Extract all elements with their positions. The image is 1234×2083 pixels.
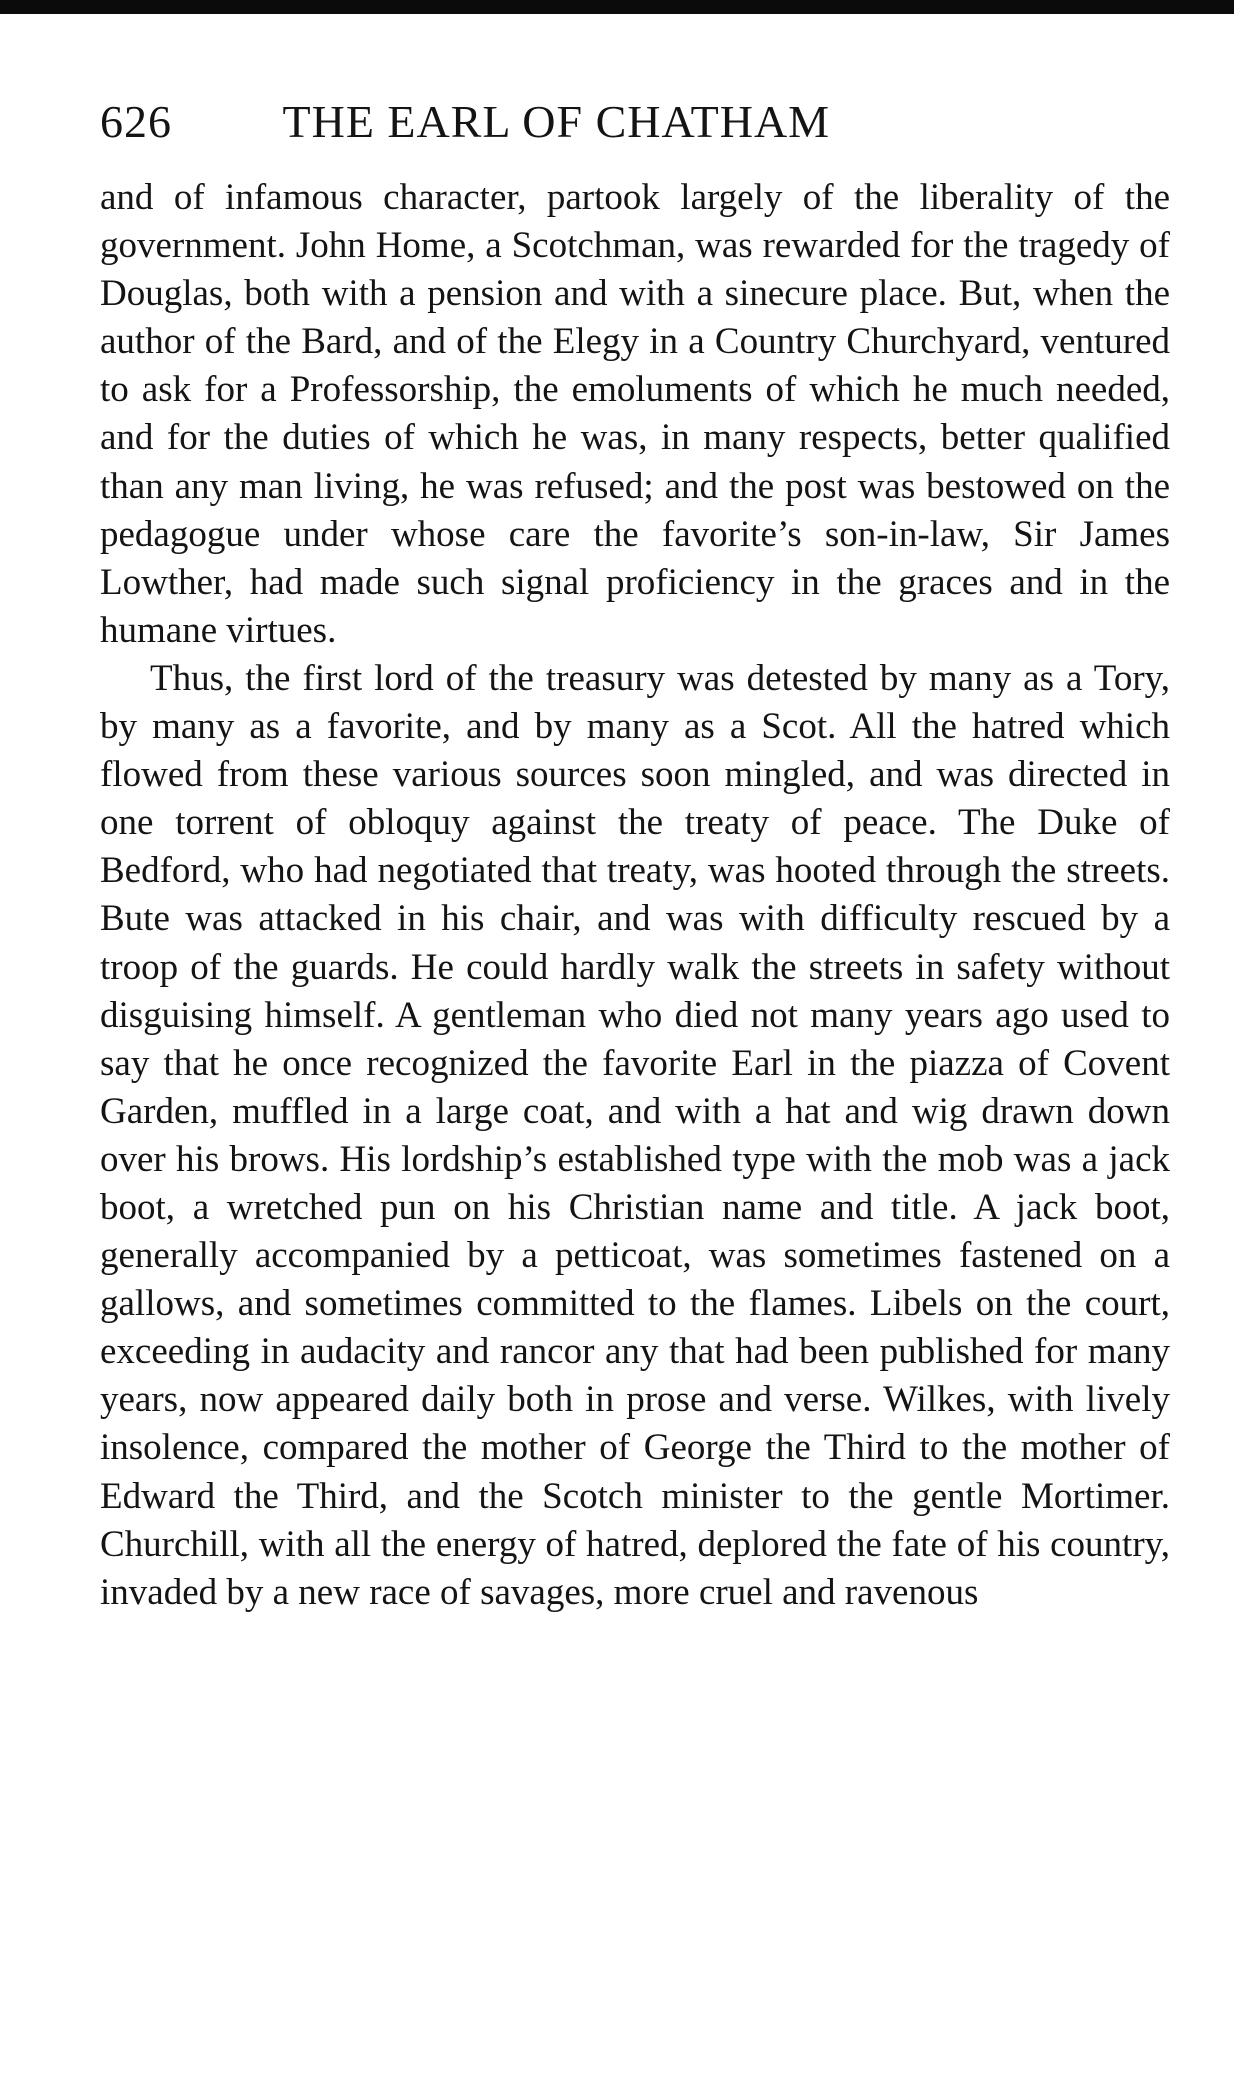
- page-header: [100, 92, 1170, 152]
- top-rule: [0, 0, 1234, 14]
- page-number: 626: [100, 96, 172, 147]
- paragraph-thus: Thus, the first lord of the treasury was detested by many as a Tory, by many as a favorite, and by many as a Scot. All the hatred which flowed from these various sources soon mingled, and was directed in one torrent of obloquy against the treaty of peace. The Duke of Bedford, who had negotiated that treaty, was hooted through the streets. Bute was attacked in his chair, and was with difficulty rescued by a troop of the guards. He could hardly walk the streets in safety without disguising himself. A gentleman who died not many years ago used to say that he once recognized the favorite Earl in the piazza of Covent Garden, muffled in a large coat, and with a hat and wig drawn down over his brows. His lordship’s established type with the mob was a jack boot, a wretched pun on his Christian name and title. A jack boot, generally accompanied by a petticoat, was sometimes fastened on a gallows, and sometimes committed to the flames. Libels on the court, exceeding in audacity and rancor any that had been published for many years, now appeared daily both in prose and verse. Wilkes, with lively insolence, compared the mother of George the Third to the mother of Edward the Third, and the Scotch minister to the gentle Mortimer. Churchill, with all the energy of hatred, deplored the fate of his country, invaded by a new race of savages, more cruel and ravenous: [100, 657, 1170, 1613]
- paragraph-continued: and of infamous character, partook largely of the liberality of the government. John Home, a Scotchman, was rewarded for the tragedy of Douglas, both with a pension and with a sinecure place. But, when the author of the Bard, and of the Elegy in a Country Churchyard, ventured to ask for a Professorship, the emoluments of which he much needed, and for the duties of which he was, in many respects, better qualified than any man living, he was refused; and the post was bestowed on the pedagogue under whose care the favorite’s son-in-law, Sir James Lowther, had made such signal proficiency in the graces and in the humane virtues.: [100, 177, 1170, 651]
- body-text: [100, 174, 1170, 1617]
- running-title: THE EARL OF CHATHAM: [282, 96, 831, 147]
